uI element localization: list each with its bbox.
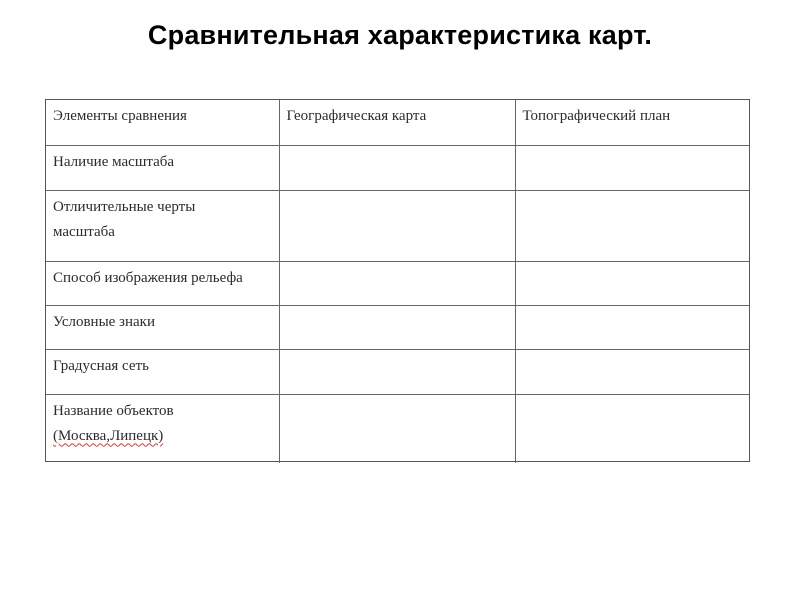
geographic-map-cell [279,145,515,190]
row-label-cell [46,190,279,261]
row-label-cell [46,394,279,463]
table-row [46,145,749,190]
row-label-line: (Москва,Липецк) [53,427,164,444]
topographic-plan-cell [515,145,749,190]
header-cell-geographic-map: Географическая карта [279,100,515,145]
comparison-table [45,99,750,462]
row-label-line: Отличительные черты [53,198,196,215]
table-row [46,190,749,261]
row-label-line: Условные знаки [53,313,155,330]
row-label-line: масштаба [53,223,115,240]
geographic-map-cell [279,349,515,394]
table-row [46,394,749,463]
geographic-map-cell [279,261,515,305]
table-row [46,261,749,305]
header-cell-elements: Элементы сравнения [46,100,279,145]
geographic-map-cell [279,190,515,261]
page-title: Сравнительная характеристика карт. [147,20,653,50]
row-label-line: Наличие масштаба [53,153,175,170]
topographic-plan-cell [515,305,749,349]
table-header-row [46,100,749,145]
table-row [46,349,749,394]
row-label-cell [46,261,279,305]
row-label-cell [46,305,279,349]
row-label-cell [46,349,279,394]
topographic-plan-cell [515,394,749,463]
geographic-map-cell [279,305,515,349]
row-label-line: Градусная сеть [53,357,149,374]
topographic-plan-cell [515,261,749,305]
header-cell-topographic-plan: Топографический план [515,100,749,145]
row-label-line: Способ изображения рельефа [53,269,243,286]
topographic-plan-cell [515,349,749,394]
table-row [46,305,749,349]
topographic-plan-cell [515,190,749,261]
row-label-cell [46,145,279,190]
geographic-map-cell [279,394,515,463]
row-label-line: Название объектов [53,402,174,419]
